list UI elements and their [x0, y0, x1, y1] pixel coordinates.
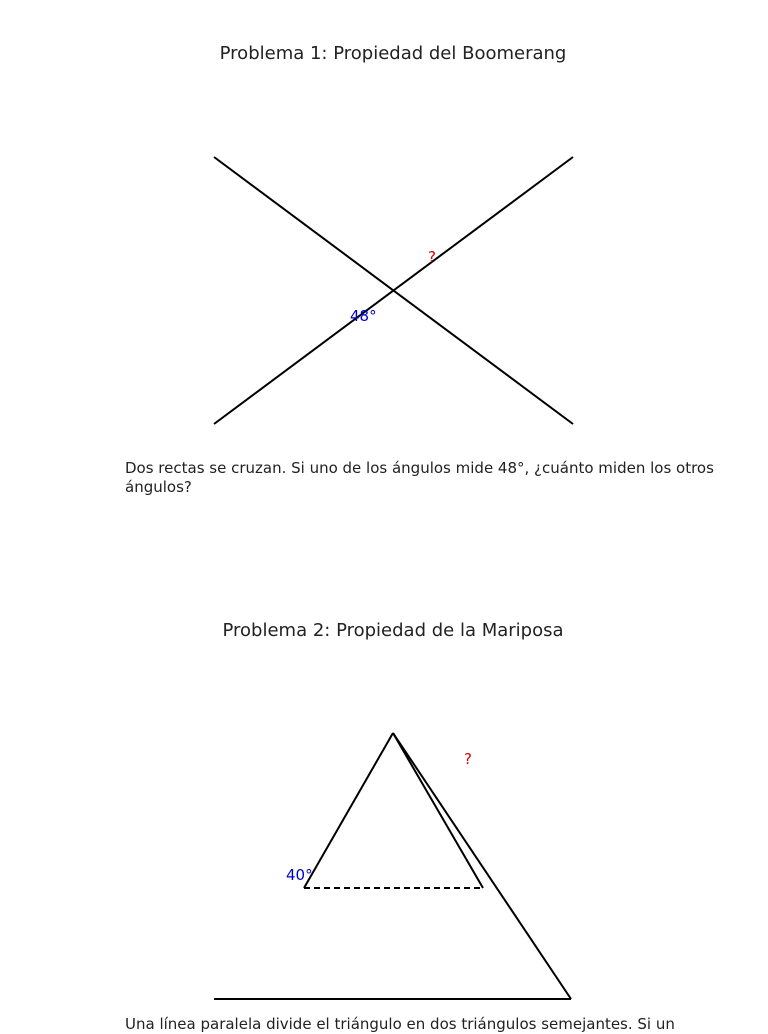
inner-left-side	[304, 733, 393, 888]
angle-48-label: 48°	[350, 307, 377, 325]
problem2-title: Problema 2: Propiedad de la Mariposa	[222, 620, 564, 641]
outer-right-side	[393, 733, 571, 999]
angle-40-label: 40°	[286, 866, 313, 884]
problem1-description: Dos rectas se cruzan. Si uno de los ángulos mide 48°, ¿cuánto miden los otros ángulos?	[125, 459, 714, 496]
angle-unknown-label: ?	[428, 248, 436, 266]
problem2-description: Una línea paralela divide el triángulo en dos triángulos semejantes. Si un	[125, 1015, 675, 1033]
problem1-title: Problema 1: Propiedad del Boomerang	[219, 43, 567, 64]
angle-unknown-label-2: ?	[464, 750, 472, 768]
problem2-diagram	[214, 733, 571, 999]
problem1-diagram	[214, 157, 573, 424]
